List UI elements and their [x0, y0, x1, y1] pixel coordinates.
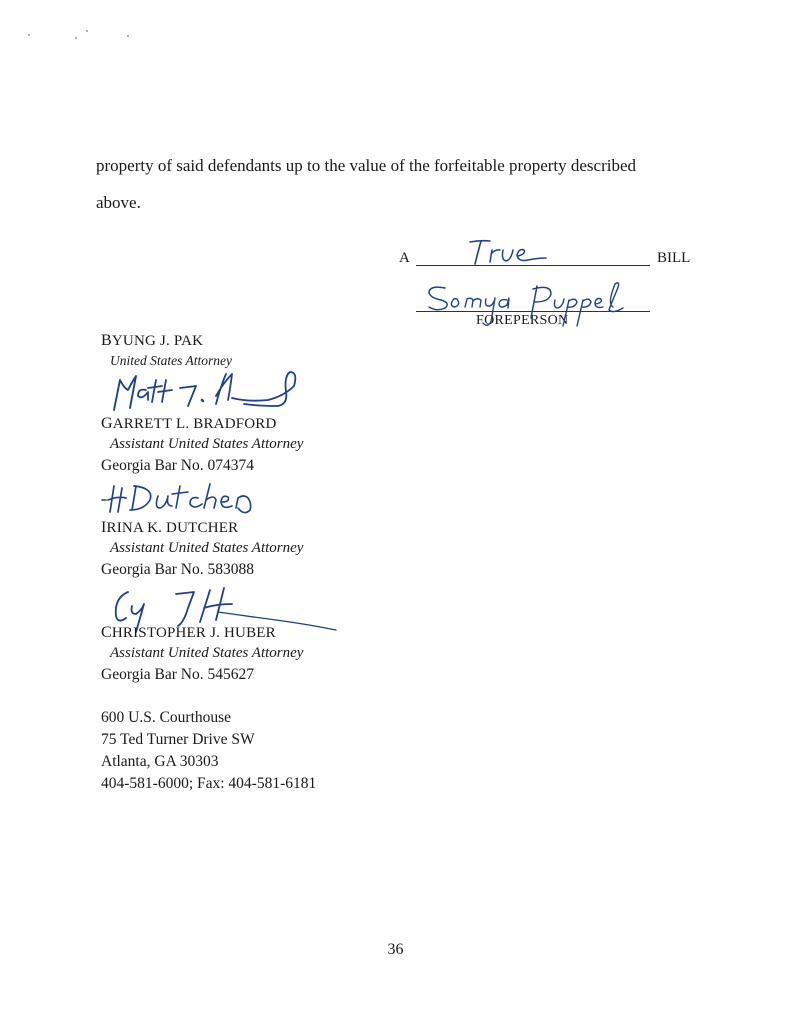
dutcher-title: Assistant United States Attorney [110, 540, 304, 556]
foreperson-signature [423, 276, 633, 332]
address-block [101, 707, 316, 795]
bradford-title: Assistant United States Attorney [110, 436, 304, 452]
bill-prefix: A [399, 250, 410, 266]
name-initial: B [101, 332, 112, 349]
dutcher-bar-number: Georgia Bar No. 583088 [101, 561, 254, 578]
dutcher-signature [96, 478, 276, 518]
dutcher-name [101, 519, 238, 537]
name-part: HRISTOPHER J. H [111, 625, 236, 641]
true-handwriting [466, 236, 556, 268]
address-line-2: 75 Ted Turner Drive SW [101, 731, 255, 748]
body-text-line-1: property of said defendants up to the value of the forfeitable property described [96, 156, 637, 175]
page-number: 36 [387, 941, 404, 958]
name-initial: C [101, 624, 112, 641]
huber-name [101, 624, 276, 642]
name-part: AK [181, 333, 204, 349]
name-initial: G [101, 415, 113, 432]
scan-speck [75, 37, 77, 39]
huber-title: Assistant United States Attorney [110, 645, 304, 661]
bradford-signature [108, 360, 304, 418]
huber-bar-number: Georgia Bar No. 545627 [101, 666, 254, 683]
bill-suffix: BILL [657, 250, 691, 266]
name-part: ARRETT L. B [112, 416, 204, 432]
scan-speck [86, 30, 88, 32]
name-part: UBER [235, 625, 276, 641]
address-line-1: 600 U.S. Courthouse [101, 709, 232, 726]
bradford-name [101, 415, 277, 433]
body-text-line-2: above. [96, 193, 141, 212]
name-part: RINA K. D [106, 520, 178, 536]
bradford-bar-number: Georgia Bar No. 074374 [101, 457, 254, 474]
name-part: UTCHER [177, 520, 239, 536]
name-initial: I [101, 519, 107, 536]
name-part: YUNG J. P [111, 333, 182, 349]
us-attorney-title: United States Attorney [110, 353, 232, 368]
address-line-3: Atlanta, GA 30303 [101, 753, 219, 770]
name-part: RADFORD [203, 416, 277, 432]
scan-speck [28, 34, 30, 36]
scan-speck [127, 35, 129, 37]
us-attorney-name [101, 332, 203, 350]
foreperson-label: FOREPERSON [476, 313, 569, 328]
address-line-4: 404-581-6000; Fax: 404-581-6181 [101, 775, 317, 792]
